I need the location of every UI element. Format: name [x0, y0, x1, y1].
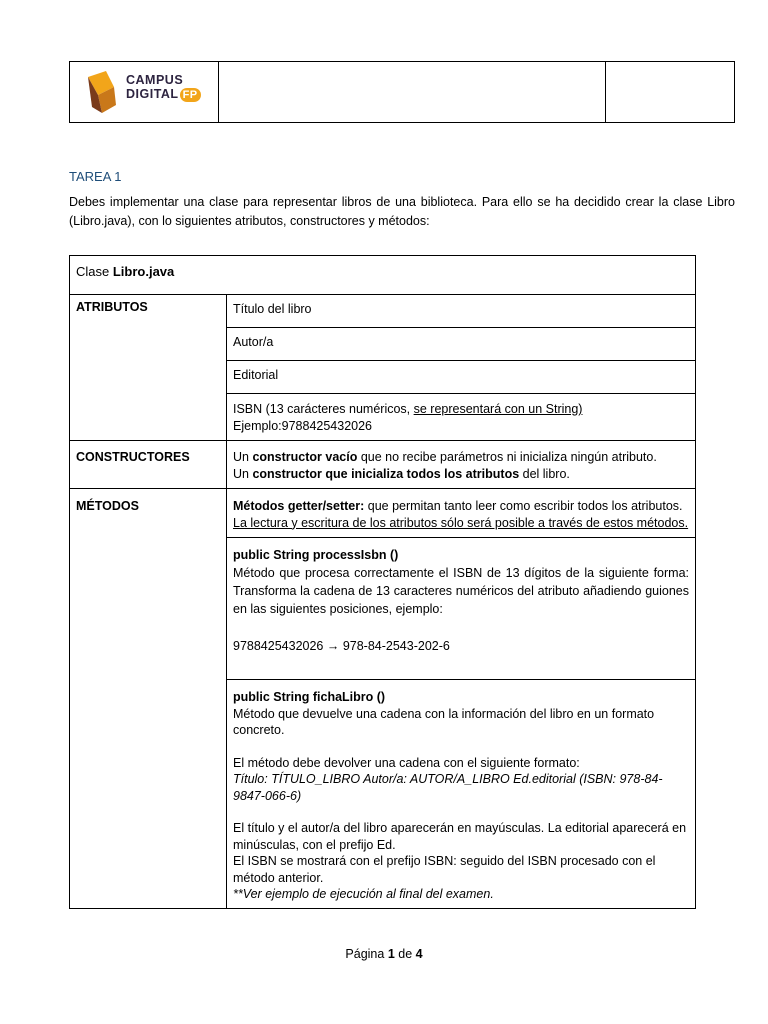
ficha-libro-cell	[227, 680, 696, 909]
logo-text	[126, 73, 201, 102]
campus-digital-fp-logo-icon	[84, 71, 124, 119]
table-title: Clase Libro.java	[70, 256, 696, 295]
table-row	[70, 295, 696, 328]
table-title-row	[70, 256, 696, 295]
atributo-isbn: ISBN (13 carácteres numéricos, se representará con un String) Ejemplo:9788425432026	[227, 394, 696, 441]
page-footer: Página 1 de 4	[345, 947, 423, 961]
atributo-titulo: Título del libro	[227, 295, 696, 328]
process-isbn-signature: public String processIsbn ()	[233, 548, 399, 562]
ficha-libro-desc: Método que devuelve una cadena con la información del libro en un formato concreto.	[233, 706, 655, 737]
process-isbn-cell	[227, 538, 696, 680]
page-header	[69, 61, 735, 123]
ficha-libro-signature: public String fichaLibro ()	[233, 690, 386, 704]
total-pages: 4	[415, 947, 423, 961]
ficha-note3: **Ver ejemplo de ejecución al final del examen.	[233, 887, 494, 901]
getter-setter-cell: Métodos getter/setter: que permitan tanto leer como escribir todos los atributos. La lectura y escritura de los atributos sólo será posible a través de estos métodos.	[227, 489, 696, 538]
process-isbn-desc: Método que procesa correctamente el ISBN de 13 dígitos de la siguiente forma: Transforma la cadena de 13 caracteres numéricos del atributo añadiendo guiones en las siguientes posiciones, ejemplo:	[233, 565, 689, 616]
table-row	[70, 441, 696, 489]
atributo-editorial: Editorial	[227, 361, 696, 394]
intro-paragraph: Debes implementar una clase para representar libros de una biblioteca. Para ello se ha decidido crear la clase Libro (Libro.java), con lo siguientes atributos, constructores y métodos:	[69, 195, 735, 228]
logo-line1: CAMPUS	[126, 73, 184, 87]
process-isbn-example: 9788425432026 → 978-84-2543-202-6	[233, 638, 450, 653]
ficha-note1: El título y el autor/a del libro aparecerán en mayúsculas. La editorial aparecerá en minúsculas, con el prefijo Ed.	[233, 821, 687, 852]
logo-line2: DIGITAL	[126, 87, 179, 101]
ficha-format: Título: TÍTULO_LIBRO Autor/a: AUTOR/A_LIBRO Ed.editorial (ISBN: 978-84-9847-066-6)	[233, 772, 663, 803]
ficha-format-intro: El método debe devolver una cadena con el siguiente formato:	[233, 755, 580, 770]
header-middle-cell	[219, 62, 606, 122]
ficha-note2: El ISBN se mostrará con el prefijo ISBN: seguido del ISBN procesado con el método anterior.	[233, 854, 656, 885]
logo-cell	[70, 62, 219, 122]
header-right-cell	[606, 62, 734, 122]
logo-badge: FP	[180, 88, 201, 102]
atributos-label: ATRIBUTOS	[70, 295, 227, 441]
current-page: 1	[387, 947, 395, 961]
table-row	[70, 489, 696, 538]
constructores-label: CONSTRUCTORES	[70, 441, 227, 489]
class-spec-table	[69, 255, 696, 909]
metodos-label: MÉTODOS	[70, 489, 227, 909]
constructores-text: Un constructor vacío que no recibe parámetros ni inicializa ningún atributo. Un constructor que inicializa todos los atributos del libro.	[227, 441, 696, 489]
atributo-autor: Autor/a	[227, 328, 696, 361]
section-title: TAREA 1	[69, 169, 122, 184]
